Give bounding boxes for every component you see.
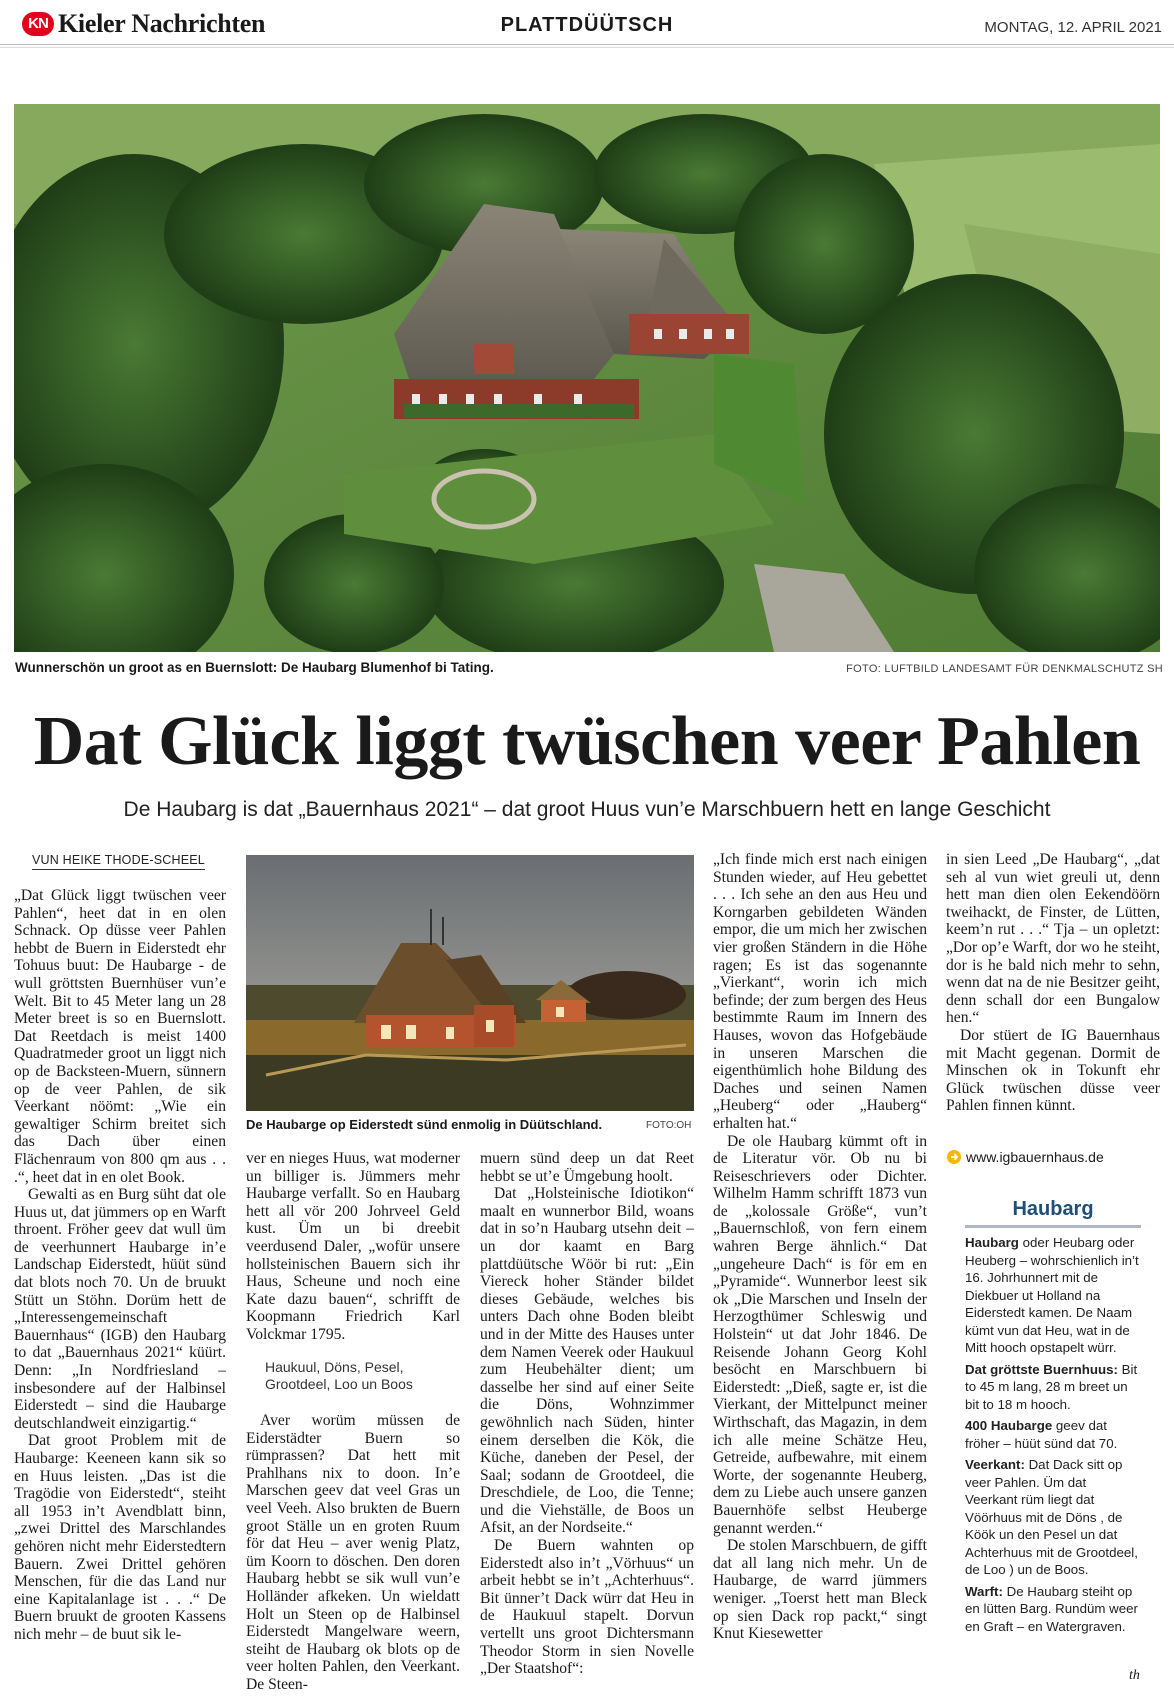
infobox-text: oder Heubarg oder Heuberg – wohrschienlich in’t 16. Johrhunnert mit de Diekbuer ut Holland na Eiderstedt kamen. De Naam kümt vun dat Heu, wat in de Mitt hooch opstapelt würr. [965,1235,1139,1355]
section-title: PLATTDÜÜTSCH [500,14,674,36]
masthead-rule-thin [0,47,1174,48]
paragraph: muern sünd deep un dat Reet hebbt se ut’e Ümgebung hoolt. [480,1150,694,1185]
paragraph: in sien Leed „De Haubarg“, „dat seh al vun wiet greuli ut, denn hett man dien olen Eekendöörn tweihackt, de Finster, de Lütten, keem’n rut . . .“ Tja – un opletzt: „Dor op’e Warft, dor wo he steiht, dor is he bald nich mehr to sehn, wenn dat na de nie Besitzer geiht, denn schall dor een Bungalow hen.“ [946,851,1160,1027]
infobox-term: 400 Haubarge [965,1418,1053,1433]
paragraph: Dat groot Problem mit de Haubarge: Keeneen kann sik so en Huus leisten. „Das ist die Tragödie von Eiderstedt“, steiht all 1953 in’t Avendblatt binn, „zwei Drittel des Marschlandes gehören nicht mehr Eiderstedtern Bauern. Zwei Drittel gehören Menschen, für die das Land nur eine Kapitalanlage ist . . .“ De Buern bruukt de grooten Kassens nich mehr – de buut sik le- [14,1432,226,1643]
secondary-photo-credit: FOTO:OH [646,1120,692,1131]
infobox-entry [965,1583,1141,1636]
paragraph: ver en nieges Huus, wat moderner un billiger is. Jümmers mehr Haubarge verfallt. So en Haubarg hett all vör 200 Johrveel Geld kust. Üm un bi dreebit veerdusend Daler, „wofür unsere hollsteinischen Bauern sich ihr Haus, Scheune und noch eine Kate dazu bauen“, schrifft de Koopmann Friedrich Karl Volckmar 1795. [246,1150,460,1343]
article-headline: Dat Glück liggt twüschen veer Pahlen [33,703,1141,780]
kn-logo[interactable]: KN [22,12,54,36]
infobox-term: Haubarg [965,1235,1019,1250]
article-column-5 [946,851,1160,1121]
infobox-text: Bit to 45 m lang, 28 m breet un bit to 18 m hooch. [965,1361,1138,1412]
main-photo [14,104,1160,652]
paragraph: Aver worüm müssen de Eiderstädter Buern so rümprassen? Dat hett mit Prahlhans nix to doon. In’e Marschen geev dat veel Gras un veel Veeh. Also brukten de Buern groot Ställe un en groten Ruum för dat Heu – aver wenig Platz, üm Koorn to döschen. Den doren Haubarg hebbt se sik wull vun’e Holländer afkeken. Un wieldatt Holt un Steen op de Halbinsel Eiderstedt Mangelware weern, steiht de Haubarg ok blots op de veer holten Pahlen, den Veerkant. De Steen- [246,1412,460,1692]
link-arrow-icon [946,1149,962,1165]
infobox-term: Veerkant: [965,1457,1025,1472]
paragraph: De stolen Marschbuern, de gifft dat all lang nich mehr. Un de Haubarge, de warrd jümmers weniger. „Toerst hett man Bleck op sien Dack rop packt,“ singt Knut Kiesewetter [713,1537,927,1643]
subheading: Haukuul, Döns, Pesel, Grootdeel, Loo un Boos [265,1359,413,1392]
issue-date: MONTAG, 12. APRIL 2021 [984,19,1162,36]
infobox-text: geev dat fröher – hüüt sünd dat 70. [965,1418,1118,1451]
infobox-text: Dat Dack sitt op veer Pahlen. Üm dat Veerkant rüm liegt dat Vöörhuus mit de Döns , de Köök un den Pesel un dat Achterhuus mit de Grootdeel, de Loo ) un de Boos. [965,1457,1138,1577]
paragraph: Gewalti as en Burg süht dat ole Huus ut, dat jümmers op en Warft throent. Fröher geev dat wull üm de veerhunnert Haubarge in’e Landschap Eiderstedt, hüüt sünd dat blots noch 70. Un de bruukt Stütt un Stöhn. Dorüm hett de „Interessengemeinschaft Bauernhaus“ (IGB) den Haubarg to dat „Bauernhaus 2021“ küürt. Denn: „In Nordfriesland – insbesondere auf der Halbinsel Eiderstedt – sind die Haubarge deutschlandweit einzigartig.“ [14,1186,226,1432]
byline: VUN HEIKE THODE-SCHEEL [32,853,205,870]
infobox-entry [965,1417,1141,1452]
newspaper-name[interactable]: Kieler Nachrichten [58,9,266,38]
article-column-1 [14,887,226,1692]
article-column-4 [713,851,927,1692]
website-link[interactable]: www.igbauernhaus.de [966,1149,1104,1165]
secondary-photo [246,855,694,1111]
paragraph: „Dat Glück liggt twüschen veer Pahlen“, heet dat in en olen Schnack. Op düsse veer Pahlen hebbt de Buern in Eiderstedt ehr Tohuus buut: De Haubarge - de wull gröttsten Buernhüser vun’e Welt. Bit to 45 Meter lang un 28 Meter breet is so en Buernslott. Dat Reetdach is meist 1400 Quadratmeder groot un liggt nich op de Backsteen-Muern, sünnern op de veer Pahlen, de sik Veerkant nöömt: „Wie ein gewaltiger Schirm breitet sich das Dach über einen Flächenraum von 800 qm aus . . .“, heet dat in en olet Book. [14,887,226,1186]
infobox-body [965,1234,1141,1635]
secondary-photo-caption: De Haubarge op Eiderstedt sünd enmolig in Düütschland. [246,1117,603,1132]
masthead-rule [0,44,1174,45]
infobox-text: De Haubarg steiht op en lütten Barg. Rundüm weer en Graft – en Watergraven. [965,1583,1138,1634]
infobox-entry [965,1234,1141,1357]
paragraph: „Ich finde mich erst nach einigen Stunden wieder, auf Heu gebettet . . . Ich sehe an den aus Heu und Korngarben gebildeten Wänden empor, die um mich her zwischen vier großen Ständern in die Höhe ragen; Es ist das sogenannte „Vierkant“, worin ich mich befinde; der zum bergen des Heus bestimmte Raum im Innern des Hauses, wovon das Hofgebäude in unseren Marschen die eigenthümlich hohe Bildung des Daches und seinen Namen „Heuberg“ oder „Hauberg“ erhalten hat.“ [713,851,927,1132]
infobox-title: Haubarg [965,1198,1141,1228]
paragraph: De Buern wahnten op Eiderstedt also in’t „Vörhuus“ un arbeit hebbt se in’t „Achterhuus“. Bit ünner’t Dack würr dat Heu in de Haukuul stapelt. Dorvun vertellt uns groot Dichtersmann Theodor Storm in sien Novelle „Der Staatshof“: [480,1537,694,1678]
main-photo-credit: FOTO: LUFTBILD LANDESAMT FÜR DENKMALSCHUTZ SH [846,663,1163,675]
article-column-2-continued [246,1412,460,1692]
infobox-term: Dat gröttste Buernhuus: [965,1361,1118,1377]
main-photo-caption: Wunnerschön un groot as en Buernslott: De Haubarg Blumenhof bi Tating. [15,660,494,675]
paragraph: Dor stüert de IG Bauernhaus mit Macht gegenan. Dormit de Minschen ok in Tokunft ehr Glück twüschen düsse veer Pahlen finnen künnt. [946,1026,1160,1115]
paragraph: De ole Haubarg kümmt oft in de Literatur vör. Ob nu bi Reiseschrievers oder Dichter. Wilhelm Hamm schrifft 1873 vun de „kolossale Größe“, vun’t „Bauernschloß, von fern einem wahren Berge ähnlich.“ Dat „ungeheure Dach“ is för em en „Pyramide“. Wunnerbor leest sik ok „Die Marschen und Inseln der Herzogthümer Schleswig und Holstein“ ut dat Johr 1846. De Reisende Johann Georg Kohl besöcht en Marschbuern bi Eiderstedt: „Dieß, sagte er, ist die Vierkant, der Mittelpunct meiner Wirthschaft, das Magazin, in dem ich alle meine Schätze Heu, Getreide, aufbewahre, mit einem Worte, der sogenannte Heuberg, dem zu Liebe auch unsere ganzen Bauernhöfe selbst Heuberge genannt werden.“ [713,1132,927,1537]
article-column-3 [480,1150,694,1692]
infobox-entry [965,1361,1141,1414]
article-subheadline: De Haubarg is dat „Bauernhaus 2021“ – dat groot Huus vun’e Marschbuern hett en lange Geschicht [123,798,1051,821]
author-signature: th [1129,1668,1140,1683]
paragraph: Dat „Holsteinische Idiotikon“ maalt en wunnerbor Bild, woans dat in so’n Haubarg utsehn deit – un dor kaamt en Barg plattdüütsche Wöör bi rut: „Ein Viereck hoher Ständer bildet dieses Gebäude, welches bis unters Dach ohne Boden bleibt und in der Mitte des Hauses unter dem Namen Veerek oder Haukuul zum Heubehälter dient; um dasselbe her sind auf einer Seite die Döns, Wohnzimmer gewöhnlich nach Süden, hinter einem derselben die Kök, die Küche, daneben der Pesel, der Saal; sodann de Grootdeel, die Dreschdiele, de Loo, die Tenne; und die Viehställe, de Boos un Afsit, an der Nordseite.“ [480,1185,694,1537]
infobox-entry [965,1456,1141,1579]
infobox [965,1198,1141,1639]
infobox-term: Warft: [965,1583,1003,1599]
